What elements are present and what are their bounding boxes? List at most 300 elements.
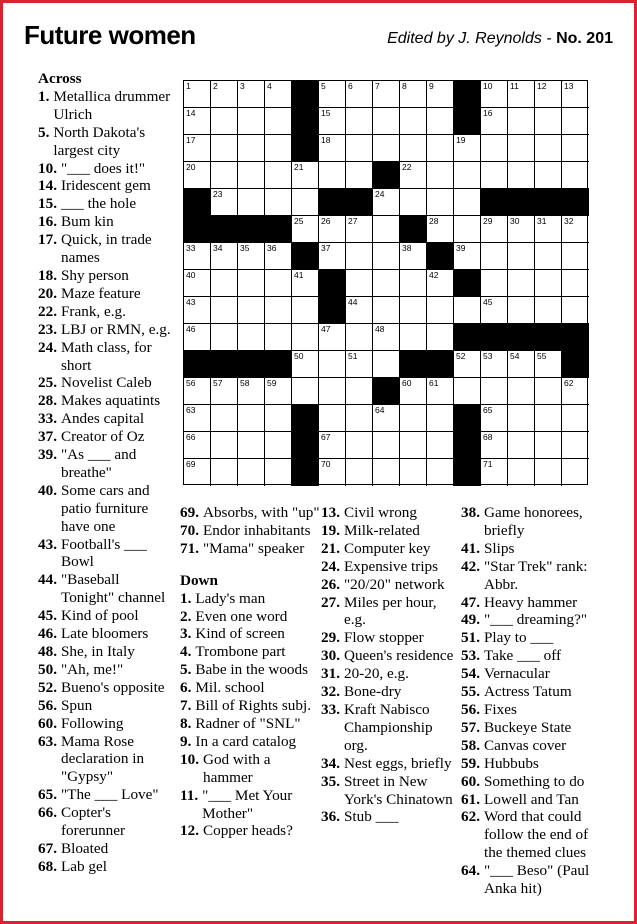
- grid-cell[interactable]: [562, 270, 589, 297]
- grid-cell[interactable]: [535, 216, 562, 243]
- clue-item: [38, 858, 175, 876]
- grid-cell[interactable]: [319, 135, 346, 162]
- clue-number: 33.: [321, 700, 340, 718]
- grid-cell[interactable]: [238, 243, 265, 270]
- grid-cell[interactable]: [265, 297, 292, 324]
- clue-text: Spun: [60, 696, 93, 714]
- grid-cell[interactable]: [319, 216, 346, 243]
- grid-cell[interactable]: [211, 243, 238, 270]
- grid-cell[interactable]: [265, 135, 292, 162]
- cell-number: 40: [186, 270, 196, 280]
- grid-cell[interactable]: [265, 108, 292, 135]
- grid-cell[interactable]: [427, 459, 454, 486]
- grid-cell[interactable]: [211, 324, 238, 351]
- grid-cell[interactable]: [346, 108, 373, 135]
- grid-cell[interactable]: [373, 297, 400, 324]
- clue-text: "Mama" speaker: [202, 539, 305, 557]
- grid-cell[interactable]: [535, 162, 562, 189]
- black-square: [238, 216, 265, 243]
- clue-text: Kraft Nabisco Championship org.: [343, 700, 433, 754]
- grid-cell[interactable]: [346, 297, 373, 324]
- grid-cell[interactable]: [346, 378, 373, 405]
- grid-cell[interactable]: [562, 297, 589, 324]
- grid-cell[interactable]: [427, 135, 454, 162]
- cell-number: 1: [186, 81, 191, 91]
- grid-cell[interactable]: [184, 270, 211, 297]
- grid-cell[interactable]: [562, 135, 589, 162]
- grid-cell[interactable]: [238, 297, 265, 324]
- clue-item: [321, 808, 456, 826]
- grid-cell[interactable]: [211, 432, 238, 459]
- clue-number: 18.: [38, 266, 57, 284]
- grid-cell[interactable]: [211, 405, 238, 432]
- black-square: [319, 297, 346, 324]
- grid-cell[interactable]: [400, 162, 427, 189]
- clue-item: [38, 804, 175, 840]
- clue-number: 8.: [180, 714, 192, 732]
- grid-cell[interactable]: [427, 432, 454, 459]
- grid-cell[interactable]: [400, 405, 427, 432]
- grid-cell[interactable]: [427, 378, 454, 405]
- clue-text: 20-20, e.g.: [343, 665, 409, 683]
- grid-cell[interactable]: [373, 81, 400, 108]
- clue-item: [38, 213, 175, 231]
- grid-cell[interactable]: [238, 324, 265, 351]
- grid-cell[interactable]: [319, 324, 346, 351]
- clue-number: 42.: [461, 557, 480, 575]
- grid-cell[interactable]: [184, 243, 211, 270]
- clue-item: [180, 733, 320, 751]
- grid-cell[interactable]: [265, 405, 292, 432]
- black-square: [400, 351, 427, 378]
- clue-text: Nest eggs, briefly: [343, 754, 452, 772]
- grid-cell[interactable]: [562, 378, 589, 405]
- grid-cell[interactable]: [400, 324, 427, 351]
- clue-item: [461, 773, 601, 791]
- clue-text: Andes capital: [60, 410, 145, 428]
- grid-cell[interactable]: [481, 351, 508, 378]
- clue-text: Radner of "SNL": [195, 714, 301, 732]
- grid-cell[interactable]: [535, 270, 562, 297]
- grid-cell[interactable]: [265, 81, 292, 108]
- grid-cell[interactable]: [481, 459, 508, 486]
- grid-cell[interactable]: [292, 378, 319, 405]
- grid-cell[interactable]: [211, 297, 238, 324]
- grid-cell[interactable]: [454, 135, 481, 162]
- grid-cell[interactable]: [481, 162, 508, 189]
- grid-cell[interactable]: [292, 324, 319, 351]
- grid-cell[interactable]: [319, 405, 346, 432]
- grid-cell[interactable]: [535, 297, 562, 324]
- grid-cell[interactable]: [238, 270, 265, 297]
- black-square: [319, 270, 346, 297]
- grid-cell[interactable]: [535, 378, 562, 405]
- grid-cell[interactable]: [265, 162, 292, 189]
- clue-item: [38, 231, 175, 267]
- grid-cell[interactable]: [373, 135, 400, 162]
- grid-cell[interactable]: [238, 108, 265, 135]
- clue-text: Babe in the woods: [195, 661, 309, 679]
- grid-cell[interactable]: [508, 108, 535, 135]
- grid-cell[interactable]: [373, 405, 400, 432]
- grid-cell[interactable]: [481, 405, 508, 432]
- clue-item: [38, 679, 175, 697]
- grid-cell[interactable]: [373, 351, 400, 378]
- cell-number: 34: [213, 243, 223, 253]
- black-square: [184, 189, 211, 216]
- grid-cell[interactable]: [481, 297, 508, 324]
- grid-cell[interactable]: [508, 351, 535, 378]
- clue-number: 32.: [321, 683, 340, 701]
- grid-cell[interactable]: [373, 459, 400, 486]
- clue-number: 13.: [321, 504, 340, 521]
- grid-cell[interactable]: [265, 432, 292, 459]
- grid-cell[interactable]: [211, 162, 238, 189]
- clue-number: 60.: [38, 714, 57, 732]
- grid-cell[interactable]: [238, 81, 265, 108]
- grid-cell[interactable]: [562, 81, 589, 108]
- grid-cell[interactable]: [427, 108, 454, 135]
- grid-cell[interactable]: [508, 243, 535, 270]
- grid-cell[interactable]: [373, 270, 400, 297]
- clue-number: 21.: [321, 539, 340, 557]
- grid-cell[interactable]: [184, 108, 211, 135]
- grid-cell[interactable]: [292, 351, 319, 378]
- grid-cell[interactable]: [184, 162, 211, 189]
- cell-number: 52: [456, 351, 466, 361]
- grid-cell[interactable]: [427, 162, 454, 189]
- grid-cell[interactable]: [373, 216, 400, 243]
- grid-cell[interactable]: [427, 81, 454, 108]
- clue-item: [180, 697, 320, 715]
- grid-cell[interactable]: [211, 378, 238, 405]
- grid-cell[interactable]: [427, 216, 454, 243]
- grid-cell[interactable]: [562, 459, 589, 486]
- clue-item: [461, 862, 601, 898]
- grid-cell[interactable]: [400, 270, 427, 297]
- clue-text: Bum kin: [60, 213, 114, 231]
- grid-cell[interactable]: [427, 189, 454, 216]
- clue-text: Makes aquatints: [60, 392, 161, 410]
- clue-number: 67.: [38, 839, 57, 857]
- grid-cell[interactable]: [238, 189, 265, 216]
- grid-cell[interactable]: [400, 108, 427, 135]
- clue-text: Lady's man: [195, 589, 266, 607]
- clue-number: 66.: [38, 804, 57, 822]
- grid-cell[interactable]: [373, 189, 400, 216]
- grid-cell[interactable]: [346, 459, 373, 486]
- grid-cell[interactable]: [238, 162, 265, 189]
- grid-cell[interactable]: [373, 243, 400, 270]
- cell-number: 59: [267, 378, 277, 388]
- grid-cell[interactable]: [238, 378, 265, 405]
- clue-number: 22.: [38, 302, 57, 320]
- clue-number: 11.: [180, 786, 199, 804]
- grid-cell[interactable]: [292, 297, 319, 324]
- black-square: [508, 189, 535, 216]
- clue-item: [38, 733, 175, 787]
- clue-number: 6.: [180, 679, 192, 697]
- black-square: [535, 324, 562, 351]
- grid-cell[interactable]: [346, 270, 373, 297]
- clue-number: 53.: [461, 647, 480, 665]
- grid-cell[interactable]: [346, 405, 373, 432]
- clue-item: [38, 88, 175, 124]
- grid-cell[interactable]: [481, 270, 508, 297]
- cell-number: 69: [186, 459, 196, 469]
- clue-number: 62.: [461, 808, 480, 826]
- grid-cell[interactable]: [319, 432, 346, 459]
- grid-cell[interactable]: [400, 81, 427, 108]
- grid-cell[interactable]: [292, 162, 319, 189]
- grid-cell[interactable]: [535, 432, 562, 459]
- grid-cell[interactable]: [400, 459, 427, 486]
- clue-text: LBJ or RMN, e.g.: [60, 320, 171, 338]
- clue-number: 17.: [38, 231, 57, 249]
- black-square: [454, 108, 481, 135]
- clue-number: 29.: [321, 629, 340, 647]
- grid-cell[interactable]: [319, 459, 346, 486]
- cell-number: 19: [456, 135, 466, 145]
- cell-number: 23: [213, 189, 223, 199]
- grid-cell[interactable]: [265, 459, 292, 486]
- cell-number: 22: [402, 162, 412, 172]
- cell-number: 11: [510, 81, 519, 91]
- clue-item: [38, 428, 175, 446]
- grid-cell[interactable]: [211, 270, 238, 297]
- grid-cell[interactable]: [535, 405, 562, 432]
- clue-number: 50.: [38, 660, 57, 678]
- grid-cell[interactable]: [319, 351, 346, 378]
- grid-cell[interactable]: [508, 432, 535, 459]
- grid-cell[interactable]: [292, 189, 319, 216]
- clue-number: 37.: [38, 428, 57, 446]
- clue-text: "___ does it!": [60, 159, 146, 177]
- grid-cell[interactable]: [184, 81, 211, 108]
- grid-cell[interactable]: [535, 81, 562, 108]
- grid-cell[interactable]: [265, 324, 292, 351]
- clue-number: 70.: [180, 521, 199, 539]
- grid-cell[interactable]: [319, 243, 346, 270]
- grid-cell[interactable]: [346, 432, 373, 459]
- grid-cell[interactable]: [562, 162, 589, 189]
- grid-cell[interactable]: [400, 243, 427, 270]
- grid-cell[interactable]: [427, 405, 454, 432]
- grid-cell[interactable]: [184, 378, 211, 405]
- cell-number: 32: [564, 216, 574, 226]
- cell-number: 39: [456, 243, 466, 253]
- black-square: [562, 351, 589, 378]
- clue-number: 30.: [321, 647, 340, 665]
- black-square: [481, 189, 508, 216]
- clue-number: 4.: [180, 643, 192, 661]
- grid-cell[interactable]: [292, 270, 319, 297]
- cell-number: 49: [456, 324, 466, 334]
- clue-text: Lowell and Tan: [483, 790, 579, 808]
- grid-cell[interactable]: [562, 108, 589, 135]
- grid-cell[interactable]: [481, 378, 508, 405]
- grid-cell[interactable]: [481, 135, 508, 162]
- clue-item: [38, 267, 175, 285]
- grid-cell[interactable]: [184, 459, 211, 486]
- grid-cell[interactable]: [373, 324, 400, 351]
- cell-number: 9: [429, 81, 434, 91]
- grid-cell[interactable]: [211, 135, 238, 162]
- cell-number: 71: [483, 459, 493, 469]
- grid-cell[interactable]: [211, 189, 238, 216]
- clue-number: 7.: [180, 697, 192, 715]
- grid-cell[interactable]: [265, 270, 292, 297]
- crossword-grid[interactable]: [183, 80, 588, 485]
- grid-cell[interactable]: [535, 351, 562, 378]
- grid-cell[interactable]: [292, 216, 319, 243]
- grid-cell[interactable]: [535, 243, 562, 270]
- cell-number: 57: [213, 378, 223, 388]
- grid-cell[interactable]: [562, 243, 589, 270]
- grid-cell[interactable]: [211, 81, 238, 108]
- clue-text: Trombone part: [195, 643, 286, 661]
- grid-cell[interactable]: [508, 270, 535, 297]
- grid-cell[interactable]: [454, 243, 481, 270]
- grid-cell[interactable]: [346, 135, 373, 162]
- grid-cell[interactable]: [184, 405, 211, 432]
- grid-cell[interactable]: [454, 189, 481, 216]
- clue-item: [321, 576, 456, 594]
- grid-cell[interactable]: [454, 378, 481, 405]
- grid-cell[interactable]: [481, 243, 508, 270]
- clue-text: Bloated: [60, 839, 109, 857]
- clue-number: 28.: [38, 392, 57, 410]
- grid-cell[interactable]: [184, 324, 211, 351]
- grid-cell[interactable]: [508, 378, 535, 405]
- clue-text: Computer key: [343, 539, 431, 557]
- grid-cell[interactable]: [562, 216, 589, 243]
- clue-item: [38, 124, 175, 160]
- grid-cell[interactable]: [346, 162, 373, 189]
- grid-cell[interactable]: [346, 216, 373, 243]
- grid-cell[interactable]: [400, 378, 427, 405]
- grid-cell[interactable]: [319, 81, 346, 108]
- grid-cell[interactable]: [535, 108, 562, 135]
- clue-text: Flow stopper: [343, 629, 424, 647]
- cell-number: 53: [483, 351, 493, 361]
- grid-cell[interactable]: [400, 135, 427, 162]
- grid-cell[interactable]: [454, 351, 481, 378]
- clue-item: [180, 625, 320, 643]
- clue-text: Novelist Caleb: [60, 374, 152, 392]
- grid-cell[interactable]: [184, 135, 211, 162]
- grid-cell[interactable]: [400, 189, 427, 216]
- grid-cell[interactable]: [346, 243, 373, 270]
- grid-cell[interactable]: [238, 135, 265, 162]
- grid-cell[interactable]: [346, 351, 373, 378]
- black-square: [454, 324, 481, 351]
- grid-cell[interactable]: [535, 459, 562, 486]
- clues-column-3: [321, 504, 456, 826]
- grid-cell[interactable]: [508, 216, 535, 243]
- clue-text: Vernacular: [483, 665, 550, 683]
- grid-cell[interactable]: [346, 324, 373, 351]
- grid-cell[interactable]: [481, 108, 508, 135]
- grid-cell[interactable]: [400, 297, 427, 324]
- grid-cell[interactable]: [319, 378, 346, 405]
- issue-number: No. 201: [556, 30, 613, 47]
- clue-text: Mil. school: [195, 679, 265, 697]
- black-square: [184, 216, 211, 243]
- grid-cell[interactable]: [454, 216, 481, 243]
- grid-cell[interactable]: [400, 432, 427, 459]
- grid-cell[interactable]: [265, 243, 292, 270]
- grid-cell[interactable]: [508, 405, 535, 432]
- grid-cell[interactable]: [265, 189, 292, 216]
- clue-number: 39.: [38, 446, 57, 464]
- grid-cell[interactable]: [238, 459, 265, 486]
- cell-number: 65: [483, 405, 493, 415]
- clue-item: [38, 786, 175, 804]
- grid-cell[interactable]: [535, 135, 562, 162]
- black-square: [535, 189, 562, 216]
- grid-cell[interactable]: [481, 81, 508, 108]
- clue-item: [180, 504, 320, 522]
- clue-text: Copper heads?: [202, 822, 293, 840]
- grid-cell[interactable]: [427, 297, 454, 324]
- grid-cell[interactable]: [238, 432, 265, 459]
- grid-cell[interactable]: [562, 405, 589, 432]
- grid-cell[interactable]: [265, 378, 292, 405]
- grid-cell[interactable]: [508, 162, 535, 189]
- clue-text: Following: [60, 714, 124, 732]
- cell-number: 12: [537, 81, 547, 91]
- grid-cell[interactable]: [508, 81, 535, 108]
- cell-number: 64: [375, 405, 385, 415]
- clue-text: Fixes: [483, 700, 517, 718]
- grid-cell[interactable]: [481, 432, 508, 459]
- clue-text: "As ___ and breathe": [60, 446, 137, 481]
- grid-cell[interactable]: [427, 270, 454, 297]
- clue-number: 12.: [180, 822, 199, 840]
- grid-cell[interactable]: [319, 162, 346, 189]
- clue-item: [321, 755, 456, 773]
- grid-cell[interactable]: [319, 108, 346, 135]
- black-square: [400, 216, 427, 243]
- grid-cell[interactable]: [508, 297, 535, 324]
- grid-cell[interactable]: [373, 108, 400, 135]
- clue-number: 24.: [38, 338, 57, 356]
- grid-cell[interactable]: [454, 162, 481, 189]
- grid-cell[interactable]: [211, 459, 238, 486]
- grid-cell[interactable]: [373, 432, 400, 459]
- grid-cell[interactable]: [562, 432, 589, 459]
- grid-cell[interactable]: [211, 108, 238, 135]
- clue-number: 56.: [38, 696, 57, 714]
- grid-cell[interactable]: [454, 297, 481, 324]
- grid-cell[interactable]: [184, 432, 211, 459]
- grid-cell[interactable]: [508, 459, 535, 486]
- grid-cell[interactable]: [508, 135, 535, 162]
- clue-text: North Dakota's largest city: [53, 123, 146, 159]
- clue-text: Shy person: [60, 266, 129, 284]
- grid-cell[interactable]: [184, 297, 211, 324]
- grid-cell[interactable]: [481, 216, 508, 243]
- clue-text: Heavy hammer: [483, 593, 578, 611]
- cell-number: 15: [321, 108, 331, 118]
- grid-cell[interactable]: [427, 324, 454, 351]
- grid-cell[interactable]: [346, 81, 373, 108]
- grid-cell[interactable]: [238, 405, 265, 432]
- clue-item: [180, 751, 320, 787]
- clue-number: 16.: [38, 213, 57, 231]
- clue-text: Queen's residence: [343, 647, 454, 665]
